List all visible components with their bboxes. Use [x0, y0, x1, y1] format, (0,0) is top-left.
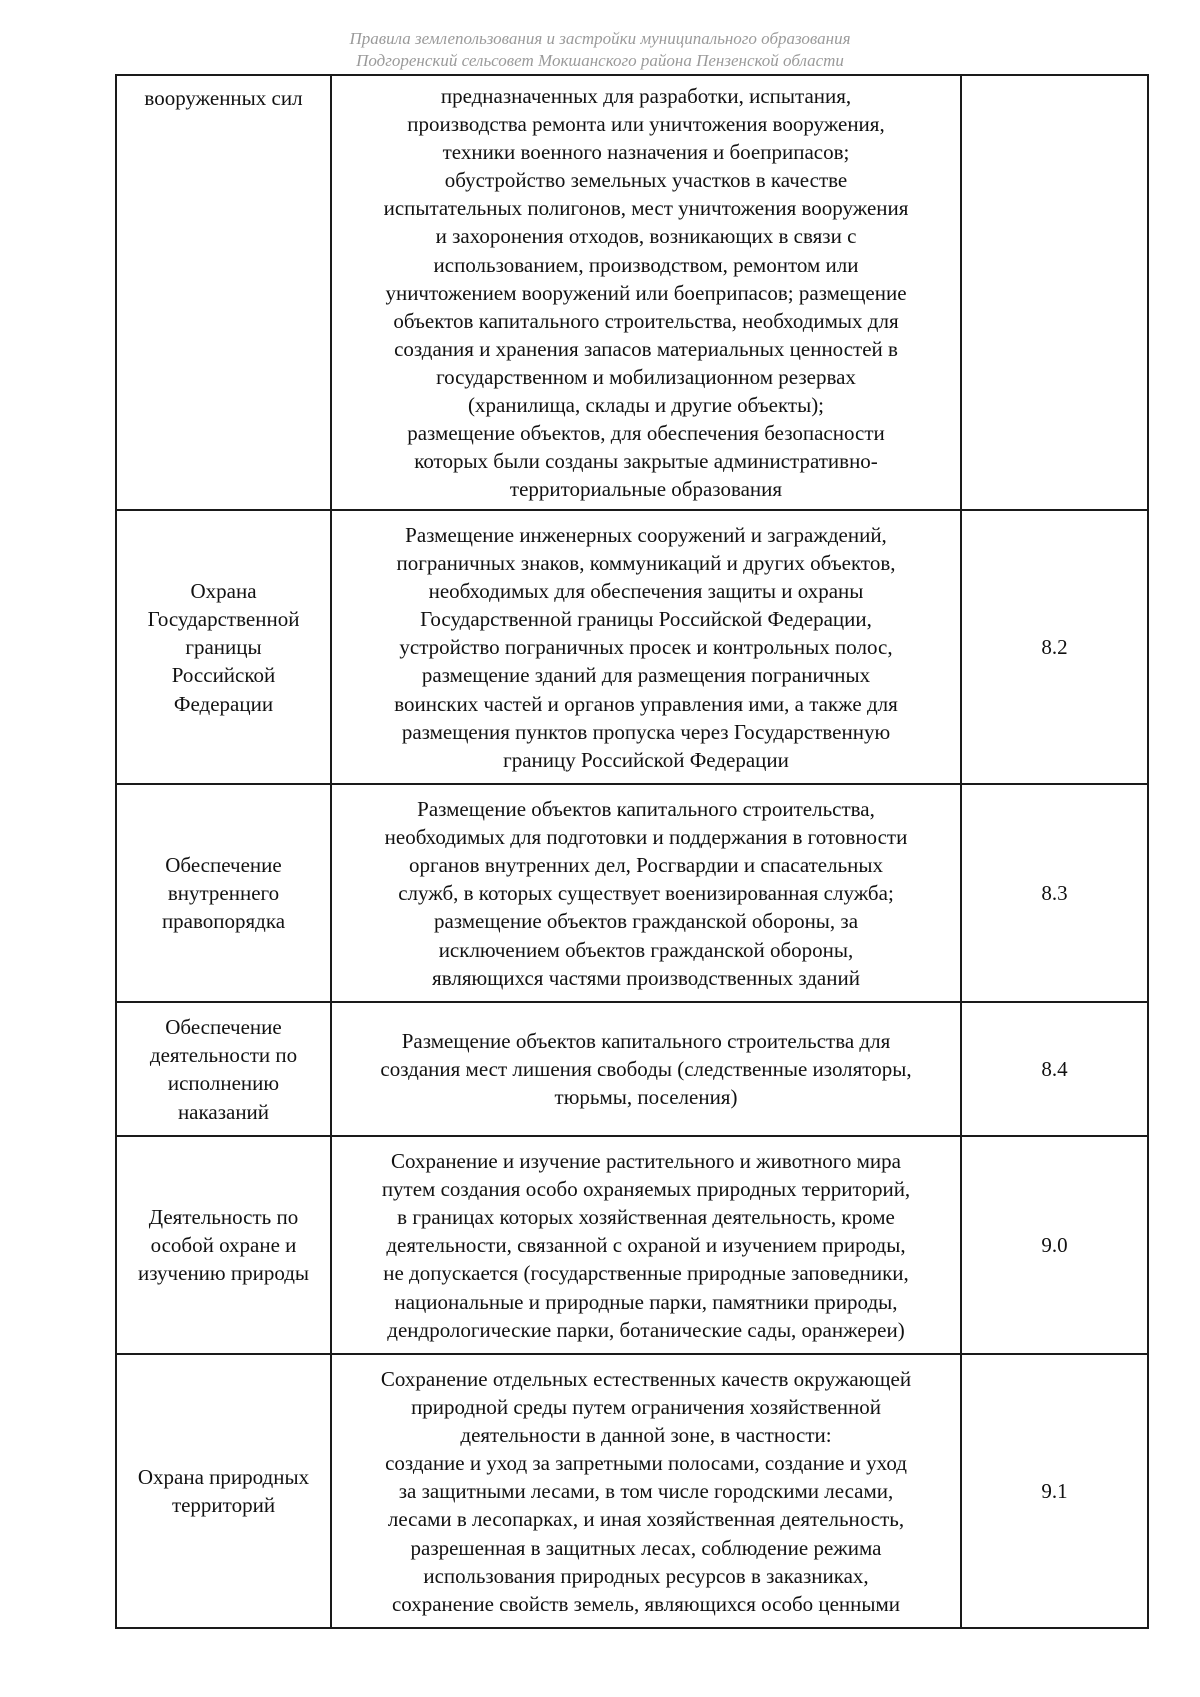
- use-type-code: 8.3: [1041, 881, 1068, 906]
- use-type-name-cell: [116, 1002, 331, 1136]
- description-line: испытательных полигонов, мест уничтожения вооружения: [383, 196, 909, 221]
- description-line: пограничных знаков, коммуникаций и других объектов,: [396, 551, 896, 576]
- description-line: производства ремонта или уничтожения вооружения,: [407, 112, 885, 137]
- use-type-name-line: особой охране и: [150, 1233, 297, 1258]
- description-line: территориальные образования: [509, 477, 783, 502]
- description-line: техники военного назначения и боеприпасов;: [442, 140, 850, 165]
- description-line: предназначенных для разработки, испытания,: [440, 84, 852, 108]
- description-line: Размещение объектов капитального строительства для: [401, 1029, 891, 1054]
- description-line: границу Российской Федерации: [503, 747, 789, 772]
- description-line: создания и хранения запасов материальных ценностей в: [394, 336, 898, 361]
- use-type-name-cell: [116, 75, 331, 510]
- description-line: уничтожением вооружений или боеприпасов; размещение: [385, 280, 907, 305]
- description-line: за защитными лесами, в том числе городскими лесами,: [398, 1479, 894, 1504]
- use-type-name-line: Обеспечение: [165, 1015, 282, 1040]
- description-line: размещение объектов, для обеспечения безопасности: [407, 421, 885, 446]
- description-line: которых были созданы закрытые административно-: [414, 449, 878, 474]
- use-type-name-line: территорий: [171, 1493, 276, 1518]
- description-line: устройство пограничных просек и контрольных полос,: [399, 635, 893, 660]
- description-line: разрешенная в защитных лесах, соблюдение режима: [410, 1535, 882, 1560]
- use-type-name-line: Государственной: [147, 607, 300, 632]
- use-type-code: 8.4: [1041, 1057, 1068, 1082]
- description-line: размещения пунктов пропуска через Государственную: [401, 719, 891, 744]
- description-line: дендрологические парки, ботанические сады, оранжереи): [387, 1317, 905, 1342]
- use-type-name-line: Охрана природных: [137, 1465, 310, 1490]
- description-line: являющихся частями производственных зданий: [432, 965, 860, 990]
- use-type-code: 8.2: [1041, 635, 1068, 660]
- description-line: размещение объектов гражданской обороны, за: [433, 909, 859, 934]
- use-type-name-cell: [116, 1136, 331, 1354]
- use-type-code-cell: [961, 75, 1148, 510]
- use-type-name-line: Российской: [171, 663, 276, 688]
- description-line: Размещение инженерных сооружений и заграждений,: [405, 522, 887, 547]
- land-use-table: [115, 74, 1149, 1629]
- description-line: размещение зданий для размещения пограничных: [421, 663, 871, 688]
- description-line: необходимых для подготовки и поддержания в готовности: [384, 825, 908, 850]
- description-line: исключением объектов гражданской обороны,: [438, 937, 854, 962]
- use-type-code-cell: [961, 1136, 1148, 1354]
- use-type-description-cell: [331, 784, 961, 1002]
- description-line: тюрьмы, поселения): [554, 1085, 738, 1110]
- use-type-name-line: вооруженных сил: [144, 86, 303, 110]
- description-line: Сохранение отдельных естественных качеств окружающей: [380, 1366, 912, 1391]
- use-type-code-cell: [961, 1002, 1148, 1136]
- use-type-name-line: внутреннего: [167, 881, 280, 906]
- use-type-code-cell: [961, 510, 1148, 784]
- use-type-name-cell: [116, 784, 331, 1002]
- description-line: национальные и природные парки, памятники природы,: [394, 1289, 898, 1314]
- table-row: [116, 1002, 1148, 1136]
- description-line: необходимых для обеспечения защиты и охраны: [428, 579, 864, 604]
- description-line: Сохранение и изучение растительного и животного мира: [391, 1149, 901, 1174]
- description-line: органов внутренних дел, Росгвардии и спасательных: [408, 853, 884, 878]
- description-line: путем создания особо охраняемых природных территорий,: [381, 1177, 911, 1202]
- use-type-name-line: границы: [185, 635, 262, 660]
- use-type-name-line: Федерации: [173, 691, 274, 716]
- description-line: деятельности, связанной с охраной и изучением природы,: [386, 1233, 906, 1258]
- use-type-name-cell: [116, 510, 331, 784]
- description-line: воинских частей и органов управления ими, а также для: [394, 691, 898, 716]
- description-line: Государственной границы Российской Федерации,: [420, 607, 872, 632]
- use-type-name-line: Охрана: [190, 579, 257, 604]
- use-type-name-line: изучению природы: [137, 1261, 310, 1286]
- table-row: [116, 784, 1148, 1002]
- use-type-description-cell: [331, 1136, 961, 1354]
- description-line: не допускается (государственные природные заповедники,: [383, 1261, 909, 1286]
- description-line: Размещение объектов капитального строительства,: [417, 797, 875, 822]
- use-type-code: 9.1: [1041, 1479, 1068, 1504]
- header-line-1: Правила землепользования и застройки муниципального образования: [349, 29, 851, 48]
- page-header: [0, 28, 1200, 72]
- table-row: [116, 75, 1148, 510]
- use-type-name-line: наказаний: [177, 1099, 270, 1124]
- table-row: [116, 1136, 1148, 1354]
- description-line: в границах которых хозяйственная деятельность, кроме: [397, 1205, 895, 1230]
- use-type-code-cell: [961, 1354, 1148, 1628]
- description-line: обустройство земельных участков в качестве: [444, 168, 848, 193]
- use-type-name-line: деятельности по: [149, 1043, 298, 1068]
- description-line: и захоронения отходов, возникающих в связи с: [435, 224, 857, 249]
- description-line: использования природных ресурсов в заказниках,: [423, 1563, 869, 1588]
- description-line: деятельности в данной зоне, в частности:: [460, 1423, 832, 1448]
- use-type-description-cell: [331, 75, 961, 510]
- description-line: служб, в которых существует военизированная служба;: [398, 881, 894, 906]
- use-type-description-cell: [331, 510, 961, 784]
- use-type-code: 9.0: [1041, 1233, 1068, 1258]
- use-type-name-line: исполнению: [167, 1071, 280, 1096]
- use-type-description-cell: [331, 1354, 961, 1628]
- description-line: природной среды путем ограничения хозяйственной: [411, 1395, 881, 1420]
- use-type-description-cell: [331, 1002, 961, 1136]
- description-line: объектов капитального строительства, необходимых для: [393, 308, 899, 333]
- table-row: [116, 510, 1148, 784]
- description-line: государственном и мобилизационном резервах: [436, 364, 856, 389]
- description-line: использованием, производством, ремонтом или: [433, 252, 859, 277]
- table-row: [116, 1354, 1148, 1628]
- use-type-name-line: Обеспечение: [165, 853, 282, 878]
- description-line: создание и уход за запретными полосами, создание и уход: [385, 1451, 907, 1476]
- use-type-name-line: правопорядка: [161, 909, 286, 934]
- description-line: сохранение свойств земель, являющихся особо ценными: [391, 1591, 901, 1616]
- description-line: создания мест лишения свободы (следственные изоляторы,: [380, 1057, 912, 1082]
- use-type-code-cell: [961, 784, 1148, 1002]
- description-line: лесами в лесопарках, и иная хозяйственная деятельность,: [387, 1507, 905, 1532]
- table-body: [116, 75, 1148, 1628]
- use-type-name-cell: [116, 1354, 331, 1628]
- use-type-name-line: Деятельность по: [148, 1205, 299, 1230]
- description-line: (хранилища, склады и другие объекты);: [467, 393, 825, 418]
- header-line-2: Подгоренский сельсовет Мокшанского района Пензенской области: [356, 51, 844, 70]
